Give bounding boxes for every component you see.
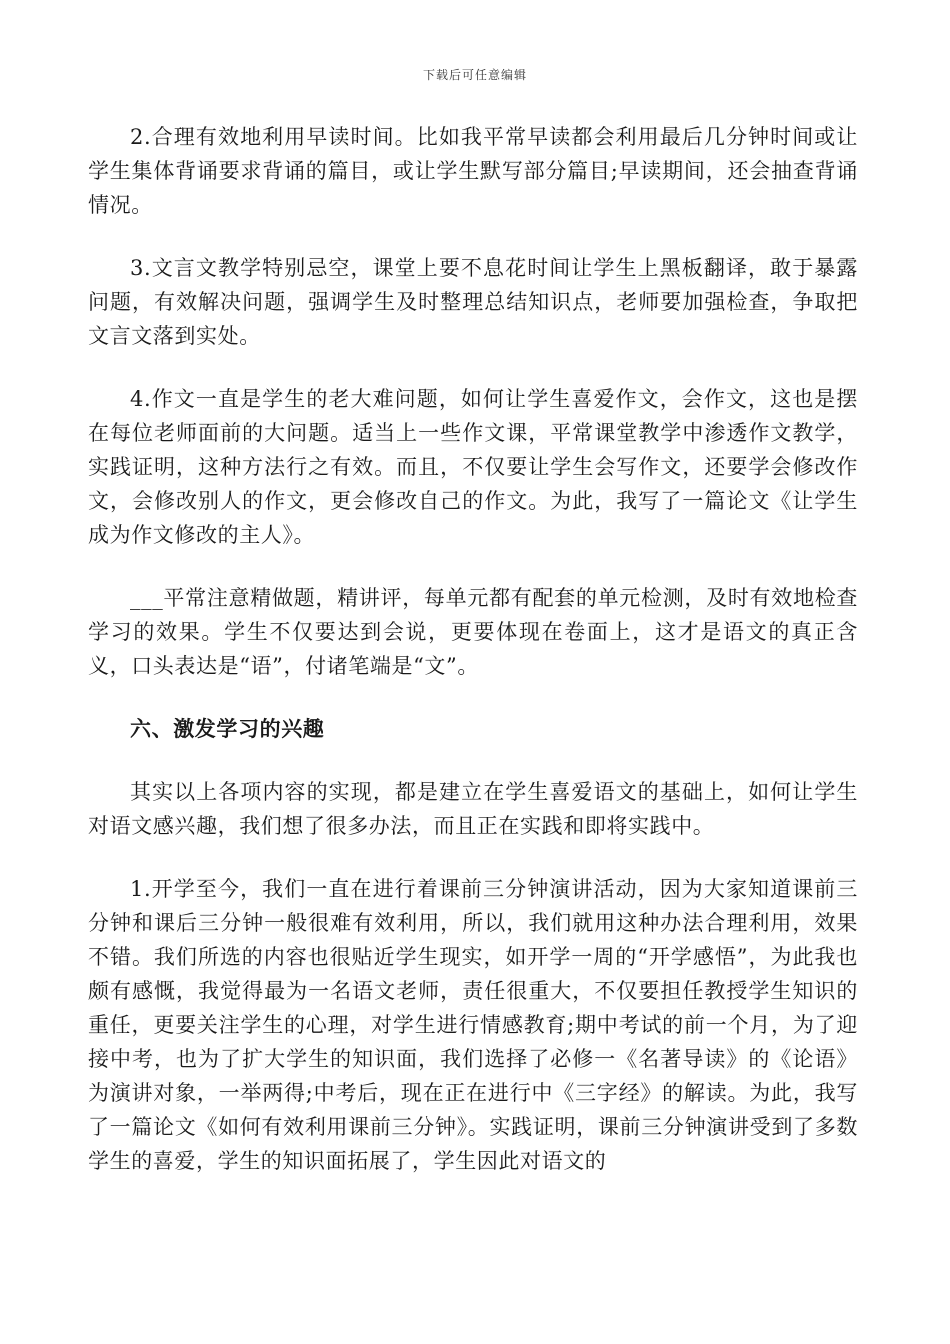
paragraph-interest-intro: 其实以上各项内容的实现，都是建立在学生喜爱语文的基础上，如何让学生对语文感兴趣，我们想了很多办法，而且正在实践和即将实践中。: [88, 780, 858, 838]
paragraph-early-reading: 2.合理有效地利用早读时间。比如我平常早读都会利用最后几分钟时间或让学生集体背诵要求背诵的篇目，或让学生默写部分篇目;早读期间，还会抽查背诵情况。: [88, 125, 858, 217]
page-header: 下载后可任意编辑: [422, 68, 527, 82]
paragraph-composition: 4.作文一直是学生的老大难问题，如何让学生喜爱作文，会作文，这也是摆在每位老师面前的大问题。适当上一些作文课，平常课堂教学中渗透作文教学，实践证明，这种方法行之有效。而且，不仅要让学生会写作文，还要学会修改作文，会修改别人的作文，更会修改自己的作文。为此，我写了一篇论文《让学生成为作文修改的主人》。: [88, 387, 858, 547]
document-body: [88, 120, 858, 1207]
paragraph-classical-chinese: 3.文言文教学特别忌空，课堂上要不息花时间让学生上黑板翻译，敢于暴露问题，有效解决问题，强调学生及时整理总结知识点，老师要加强检查，争取把文言文落到实处。: [88, 256, 858, 348]
section-heading: 六、激发学习的兴趣: [130, 716, 325, 741]
paragraph-three-minute-speech: 1.开学至今，我们一直在进行着课前三分钟演讲活动，因为大家知道课前三分钟和课后三分钟一般很难有效利用，所以，我们就用这种办法合理利用，效果不错。我们所选的内容也很贴近学生现实，如开学一周的“开学感悟”，为此我也颇有感慨，我觉得最为一名语文老师，责任很重大，不仅要担任教授学生知识的重任，更要关注学生的心理，对学生进行情感教育;期中考试的前一个月，为了迎接中考，也为了扩大学生的知识面，我们选择了必修一《名著导读》的《论语》为演讲对象，一举两得;中考后，现在正在进行中《三字经》的解读。为此，我写了一篇论文《如何有效利用课前三分钟》。实践证明，课前三分钟演讲受到了多数学生的喜爱，学生的知识面拓展了，学生因此对语文的: [88, 877, 858, 1173]
paragraph-exercises: ___平常注意精做题，精讲评，每单元都有配套的单元检测，及时有效地检查学习的效果。学生不仅要达到会说，更要体现在卷面上，这才是语文的真正含义，口头表达是“语”，付诸笔端是“文”。: [88, 586, 858, 678]
